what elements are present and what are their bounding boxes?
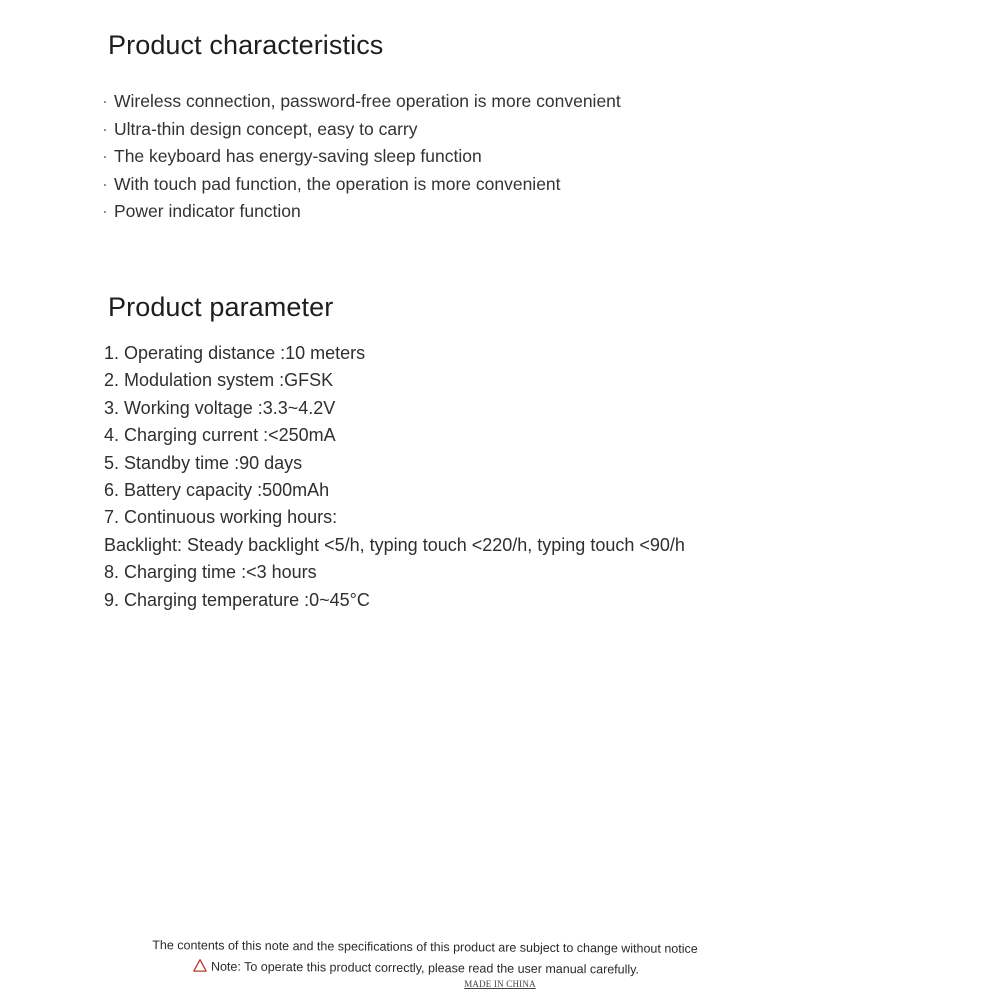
parameter-item: Backlight: Steady backlight <5/h, typing touch <220/h, typing touch <90/h: [104, 534, 685, 555]
bullet: ·: [102, 146, 108, 166]
list-item-text: Ultra-thin design concept, easy to carry: [114, 118, 418, 139]
parameter-item: 2. Modulation system :GFSK: [104, 370, 334, 391]
bullet: ·: [102, 91, 108, 111]
list-item-text: Wireless connection, password-free operation is more convenient: [114, 91, 621, 111]
parameter-heading: Product parameter: [108, 292, 334, 322]
parameter-item: 3. Working voltage :3.3~4.2V: [104, 397, 336, 418]
parameter-item: 5. Standby time :90 days: [104, 452, 303, 473]
list-item-text: The keyboard has energy-saving sleep function: [114, 146, 482, 166]
parameter-item: 4. Charging current :<250mA: [104, 425, 336, 446]
bullet: ·: [102, 173, 108, 194]
parameter-item: 8. Charging time :<3 hours: [104, 562, 317, 583]
parameter-item: 6. Battery capacity :500mAh: [104, 480, 330, 501]
change-notice: The contents of this note and the specifications of this product are subject to change without notice: [152, 938, 698, 956]
list-item: [102, 171, 621, 199]
list-item: [102, 198, 621, 226]
parameter-item: 9. Charging temperature :0~45°C: [104, 589, 370, 610]
list-item: [102, 116, 621, 144]
made-in-text: MADE IN CHINA: [464, 979, 536, 989]
characteristics-heading: Product characteristics: [108, 30, 384, 60]
parameter-item: 1. Operating distance :10 meters: [104, 343, 366, 363]
list-item: [102, 143, 621, 171]
parameter-item: 7. Continuous working hours:: [104, 507, 338, 528]
manual-note: [0, 957, 916, 979]
characteristics-list: [102, 88, 621, 226]
list-item-text: Power indicator function: [114, 201, 301, 221]
parameter-list: [104, 340, 685, 614]
warning-triangle-icon: [193, 958, 207, 972]
list-item-text: With touch pad function, the operation is more convenient: [114, 173, 561, 194]
manual-note-text: Note: To operate this product correctly, please read the user manual carefully.: [210, 959, 640, 977]
bullet: ·: [102, 201, 108, 221]
bullet: ·: [102, 118, 108, 139]
made-in-label: [0, 979, 1000, 989]
list-item: [102, 88, 621, 116]
